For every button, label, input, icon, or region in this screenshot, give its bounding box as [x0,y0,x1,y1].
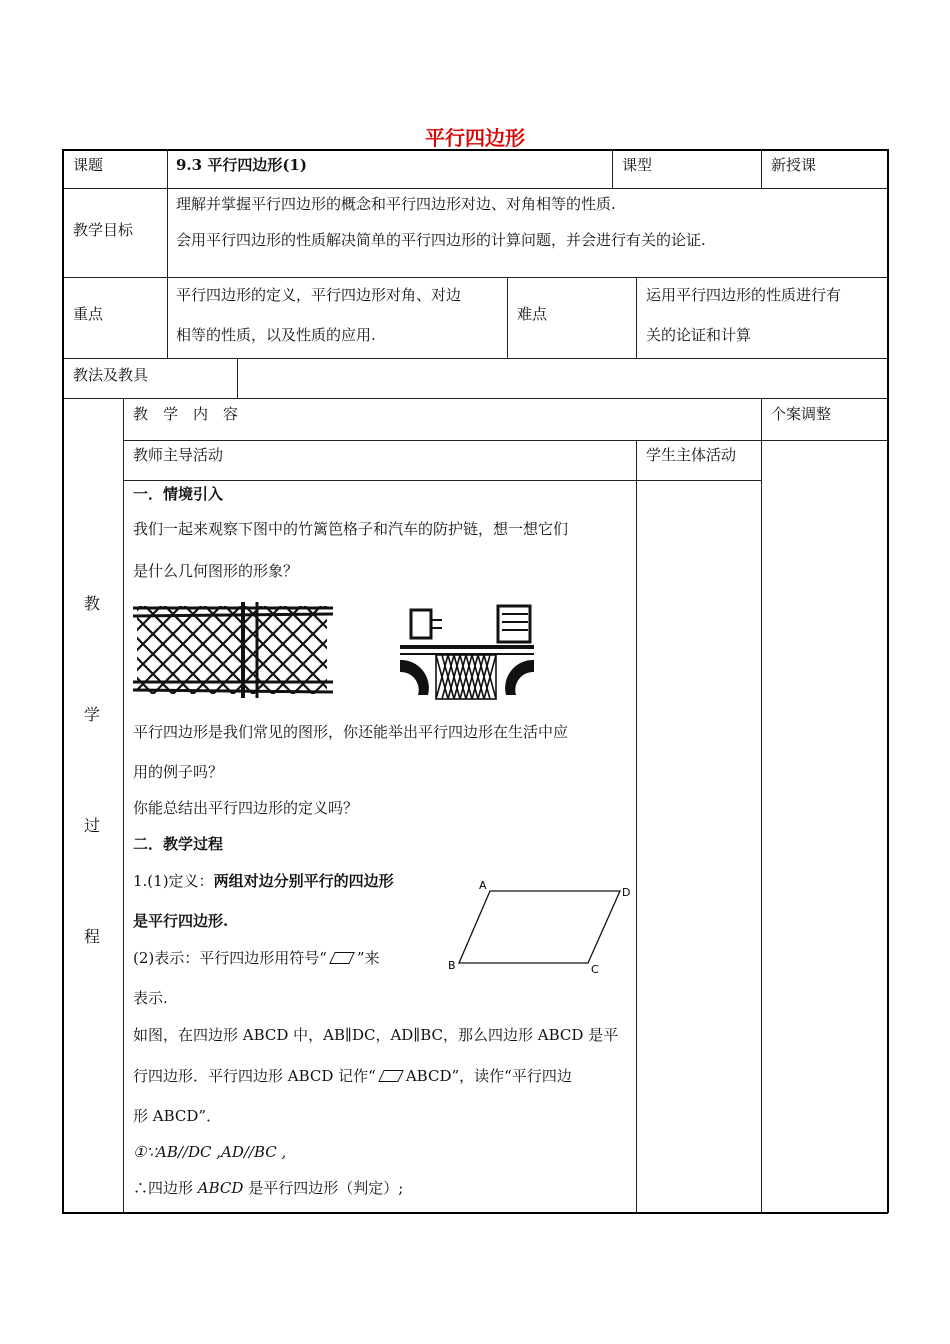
parallelogram-symbol-icon [329,952,355,964]
vertex-d-label: D [622,886,631,899]
difficulty-line: 运用平行四边形的性质进行有 [646,286,842,304]
content-header: 教 学 内 容 [133,405,239,423]
student-header: 学生主体活动 [646,446,737,464]
lesson-line: 形 ABCD”． [133,1107,222,1125]
parallelogram-symbol-icon [378,1070,404,1082]
topic-value: 9.3 平行四边形(1) [176,156,307,174]
reasoning-prefix: ∴四边形 [133,1179,198,1197]
lesson-line: 表示. [133,989,168,1007]
notation-line [133,1067,572,1085]
vertex-c-label: C [591,963,599,974]
difficulty-label: 难点 [517,305,548,323]
reasoning-italic: ABCD [197,1179,244,1197]
representation-line [133,949,380,967]
parallelogram-abcd-figure [443,874,633,974]
methods-label: 教法及教具 [73,366,149,384]
objectives-label: 教学目标 [73,221,134,239]
process-side-label: 过 [84,816,101,835]
definition-text: 两组对边分别平行的四边形 [213,872,394,890]
notation-prefix: 行四边形．平行四边形 ABCD 记作“ [133,1067,376,1085]
topic-label: 课题 [73,156,104,174]
definition-line [133,872,394,890]
lesson-line: 我们一起来观察下图中的竹篱笆格子和汽车的防护链，想一想它们 [133,520,569,538]
reasoning-suffix: 是平行四边形（判定）; [243,1179,404,1197]
representation-suffix: ”来 [356,949,380,967]
notation-suffix: ABCD”，读作“平行四边 [405,1067,572,1085]
definition-text: 是平行四边形. [133,912,229,930]
bamboo-fence-illustration [133,598,333,701]
objective-line: 理解并掌握平行四边形的概念和平行四边形对边、对角相等的性质. [176,195,616,213]
car-chain-illustration [398,600,536,702]
process-side-label: 教 [84,594,101,613]
process-side-label: 程 [84,927,101,946]
teacher-header: 教师主导活动 [133,446,224,464]
reasoning-line: ①∵AB//DC ,AD//BC , [133,1143,287,1161]
section-title: 二．教学过程 [133,835,224,853]
page-title: 平行四边形 [425,126,525,150]
key-point-line: 平行四边形的定义，平行四边形对角、对边 [176,286,462,304]
key-point-line: 相等的性质，以及性质的应用. [176,326,376,344]
lesson-line: 是什么几何图形的形象？ [133,562,299,580]
individual-header: 个案调整 [771,405,832,423]
section-title: 一．情境引入 [133,485,224,503]
reasoning-line [133,1179,403,1197]
vertex-b-label: B [448,959,456,972]
type-label: 课型 [622,156,653,174]
type-value: 新授课 [771,156,817,174]
process-side-label: 学 [84,705,101,724]
difficulty-line: 关的论证和计算 [646,326,752,344]
definition-prefix: 1.(1)定义： [133,872,214,890]
representation-prefix: (2)表示：平行四边形用符号“ [133,949,327,967]
lesson-line: 用的例子吗？ [133,763,224,781]
objective-line: 会用平行四边形的性质解决简单的平行四边形的计算问题，并会进行有关的论证. [176,231,706,249]
lesson-line: 平行四边形是我们常见的图形，你还能举出平行四边形在生活中应 [133,723,569,741]
lesson-line: 如图，在四边形 ABCD 中，AB∥DC，AD∥BC，那么四边形 ABCD 是平 [133,1026,619,1044]
vertex-a-label: A [479,879,487,892]
lesson-line: 你能总结出平行四边形的定义吗？ [133,799,359,817]
key-points-label: 重点 [73,305,104,323]
